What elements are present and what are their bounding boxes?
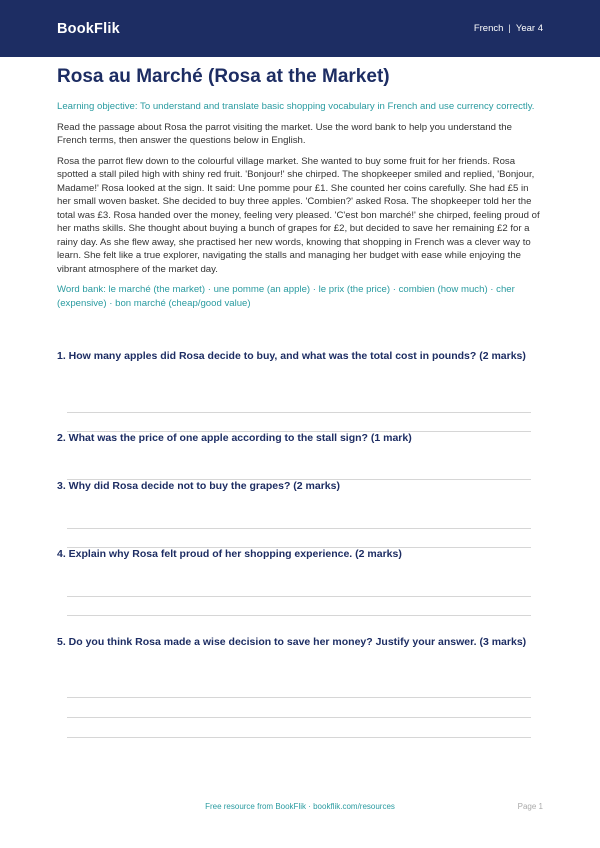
question-1: 1. How many apples did Rosa decide to buy, and what was the total cost in pounds? (2 marks) (57, 350, 526, 362)
footer (0, 802, 600, 816)
page-number: Page 1 (517, 802, 543, 811)
question-3: 3. Why did Rosa decide not to buy the grapes? (2 marks) (57, 480, 340, 492)
page-title: Rosa au Marché (Rosa at the Market) (57, 66, 390, 87)
question-4: 4. Explain why Rosa felt proud of her shopping experience. (2 marks) (57, 548, 402, 560)
instructions: Read the passage about Rosa the parrot visiting the market. Use the word bank to help you understand the French terms, then answer the questions below in English. (57, 121, 512, 146)
answer-line[interactable] (67, 737, 531, 738)
learning-objective: Learning objective: To understand and translate basic shopping vocabulary in French and use currency correctly. (57, 101, 535, 112)
subject-year-label (474, 23, 543, 34)
answer-line[interactable] (67, 528, 531, 529)
answer-line[interactable] (67, 717, 531, 718)
worksheet-content (57, 66, 544, 310)
question-2: 2. What was the price of one apple according to the stall sign? (1 mark) (57, 432, 412, 444)
word-bank: Word bank: le marché (the market) · une pomme (an apple) · le prix (the price) · combien (how much) · cher (expensive) · bon marché (cheap/good value) (57, 284, 515, 309)
brand-logo: BookFlik (57, 20, 120, 37)
subject-label: French (473, 23, 504, 34)
answer-line[interactable] (67, 615, 531, 616)
meta-separator: | (508, 23, 511, 34)
year-label: Year 4 (515, 23, 543, 34)
answer-line[interactable] (67, 412, 531, 413)
answer-line[interactable] (67, 697, 531, 698)
answer-line[interactable] (67, 596, 531, 597)
header-bar (0, 0, 600, 57)
footer-link[interactable]: Free resource from BookFlik · bookflik.com/resources (205, 802, 395, 811)
question-5: 5. Do you think Rosa made a wise decision to save her money? Justify your answer. (3 marks) (57, 636, 527, 648)
reading-passage: Rosa the parrot flew down to the colourful village market. She wanted to buy some fruit for her friends. Rosa spotted a stall piled high with shiny red fruit. 'Bonjour!' she chirped. The shopkeeper smiled and replied, 'Bonjour, Madame!' Rosa looked at the sign. It said: Une pomme pour £1. She counted her coins carefully. She had £5 in her small woven basket. She decided to buy three apples. 'Combien?' asked Rosa. The shopkeeper told her the total was £3. Rosa handed over the money, feeling very pleased. 'C'est bon marché!' she chirped, feeling proud of her maths skills. She thought about buying a bunch of grapes for £2, but decided to save her remaining £2 for a rainy day. As she flew away, she practised her new words, knowing that shopping in French was a clever way to learn. She felt like a true explorer, navigating the stalls and managing her budget with ease while enjoying the vibrant atmosphere of the market day. (57, 155, 540, 275)
